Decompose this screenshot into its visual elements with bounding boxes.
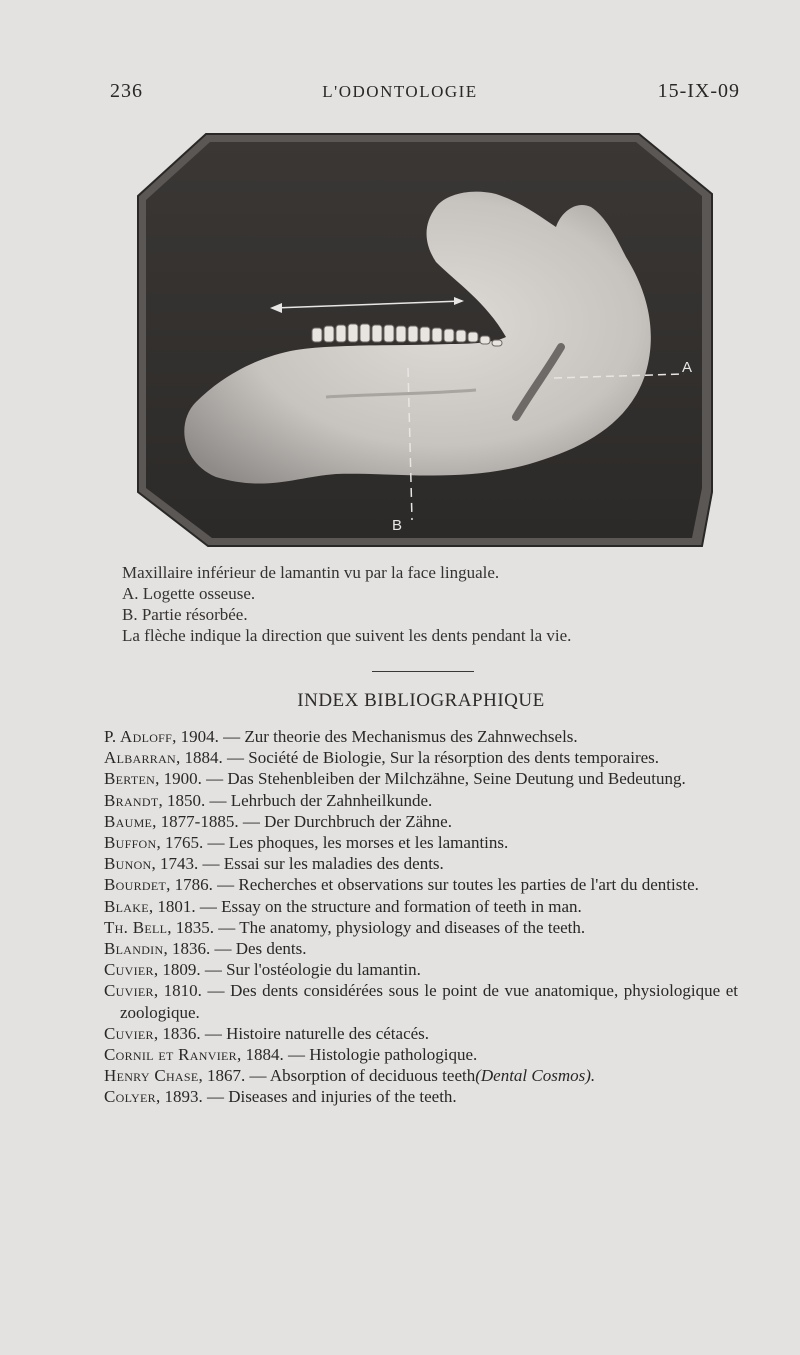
- entry-source: (Dental Cosmos).: [475, 1066, 596, 1086]
- entry-author: Cornil et Ranvier: [104, 1045, 237, 1065]
- entry-title: Essay on the structure and formation of teeth in man.: [221, 896, 582, 916]
- entry-year: 1884: [245, 1045, 280, 1065]
- entry-author: P. Adloff: [104, 727, 173, 746]
- caption-line: B. Partie résorbée.: [122, 605, 248, 624]
- bibliography-entry: Baume, 1877-1885. — Der Durchbruch der Zähne.: [104, 811, 452, 831]
- entry-year: 1900: [163, 769, 198, 789]
- bibliography-entry: Buffon, 1765. — Les phoques, les morses et les lamantins.: [104, 833, 509, 853]
- entry-year: 1836: [171, 939, 206, 959]
- entry-author: Th. Bell: [104, 917, 168, 937]
- bibliography-entry: Berten, 1900. — Das Stehenbleiben der Milchzähne, Seine Deutung und Bedeutung.: [104, 769, 686, 789]
- entry-title: Recherches et observations sur toutes les parties de l'art du dentiste.: [238, 875, 699, 895]
- entry-year: 1786: [174, 875, 209, 895]
- entry-year: 1904: [180, 727, 215, 746]
- bibliography-entry: Cuvier, 1810. — Des dents considérées sous le point de vue anatomique, physiologique et zoologique.: [104, 981, 739, 1022]
- issue-date: 15-IX-09: [657, 80, 740, 102]
- bibliography-entry: Cornil et Ranvier, 1884. — Histologie pathologique.: [104, 1045, 478, 1065]
- entry-author: Buffon: [104, 833, 157, 853]
- entry-year: 1810: [163, 981, 198, 1001]
- bibliography-entry: Blandin, 1836. — Des dents.: [104, 939, 307, 959]
- running-head: [0, 80, 800, 106]
- entry-title: Société de Biologie, Sur la résorption des dents temporaires.: [248, 748, 660, 768]
- figure-plate: [136, 132, 714, 550]
- entry-year: 1801: [157, 896, 192, 916]
- entry-author: Henry Chase: [104, 1066, 199, 1086]
- entry-title: Das Stehenbleiben der Milchzähne, Seine Deutung und Bedeutung.: [227, 769, 686, 789]
- bibliography-entry: Brandt, 1850. — Lehrbuch der Zahnheilkunde.: [104, 790, 433, 810]
- entry-year: 1743: [160, 854, 195, 874]
- entry-year: 1765: [165, 833, 199, 853]
- bibliography-entry: Henry Chase, 1867. — Absorption of deciduous teeth(Dental Cosmos).: [104, 1066, 596, 1086]
- bibliography-entry: Bourdet, 1786. — Recherches et observations sur toutes les parties de l'art du dentiste.: [104, 875, 699, 895]
- entry-title: Lehrbuch der Zahnheilkunde.: [230, 790, 433, 810]
- entry-year: 1867: [207, 1066, 242, 1086]
- figure-caption: [104, 562, 740, 646]
- entry-author: Colyer: [104, 1087, 156, 1107]
- entry-title: Diseases and injuries of the teeth.: [228, 1087, 457, 1107]
- entry-author: Baume: [104, 811, 153, 831]
- bibliography-list: [104, 726, 738, 1108]
- entry-author: Blake: [104, 896, 149, 916]
- entry-title: Zur theorie des Mechanismus des Zahnwechsels.: [244, 727, 578, 746]
- entry-year: 1893: [164, 1087, 199, 1107]
- entry-year: 1877-1885: [160, 811, 235, 831]
- entry-title: Histoire naturelle des cétacés.: [226, 1023, 430, 1043]
- entry-title: The anatomy, physiology and diseases of the teeth.: [239, 917, 586, 937]
- label-b: B: [392, 517, 403, 534]
- entry-title: Absorption of deciduous teeth: [269, 1066, 476, 1086]
- entry-author: Bunon: [104, 854, 152, 874]
- caption-line: Maxillaire inférieur de lamantin vu par la face linguale.: [122, 563, 500, 582]
- journal-title: L'ODONTOLOGIE: [322, 82, 478, 101]
- bibliography-entry: Cuvier, 1809. — Sur l'ostéologie du lamantin.: [104, 960, 421, 980]
- entry-title: Les phoques, les morses et les lamantins.: [228, 833, 509, 853]
- bibliography-entry: Colyer, 1893. — Diseases and injuries of the teeth.: [104, 1087, 457, 1107]
- section-divider: [372, 671, 474, 672]
- bibliography-entry: Albarran, 1884. — Société de Biologie, Sur la résorption des dents temporaires.: [104, 748, 660, 768]
- entry-author: Cuvier: [104, 960, 154, 980]
- entry-title: Histologie pathologique.: [309, 1045, 478, 1065]
- entry-title: Des dents.: [235, 939, 307, 959]
- caption-line: A. Logette osseuse.: [122, 584, 256, 603]
- bibliography-entry: Bunon, 1743. — Essai sur les maladies des dents.: [104, 854, 444, 874]
- entry-author: Albarran: [104, 748, 177, 768]
- section-title: INDEX BIBLIOGRAPHIQUE: [297, 690, 545, 711]
- entry-year: 1836: [162, 1023, 197, 1043]
- entry-author: Cuvier: [104, 1023, 154, 1043]
- bibliography-entry: Th. Bell, 1835. — The anatomy, physiology and diseases of the teeth.: [104, 917, 586, 937]
- page-number: 236: [110, 80, 143, 102]
- entry-title: Des dents considérées sous le point de vue anatomique, physiologique et zoologique.: [120, 981, 739, 1022]
- entry-author: Berten: [104, 769, 156, 789]
- label-a: A: [682, 359, 693, 376]
- bibliography-entry: Cuvier, 1836. — Histoire naturelle des cétacés.: [104, 1023, 430, 1043]
- entry-author: Brandt: [104, 790, 159, 810]
- entry-title: Der Durchbruch der Zähne.: [264, 811, 452, 831]
- entry-author: Cuvier: [104, 981, 154, 1001]
- entry-year: 1850: [166, 790, 201, 810]
- caption-line: La flèche indique la direction que suivent les dents pendant la vie.: [122, 626, 572, 645]
- entry-year: 1884: [184, 748, 219, 768]
- bibliography-entry: P. Adloff, 1904. — Zur theorie des Mechanismus des Zahnwechsels.: [104, 727, 578, 746]
- entry-author: Blandin: [104, 939, 164, 959]
- entry-author: Bourdet: [104, 875, 167, 895]
- entry-year: 1835: [175, 917, 210, 937]
- entry-title: Sur l'ostéologie du lamantin.: [226, 960, 421, 980]
- bibliography-entry: Blake, 1801. — Essay on the structure and formation of teeth in man.: [104, 896, 582, 916]
- entry-title: Essai sur les maladies des dents.: [223, 854, 444, 874]
- entry-year: 1809: [162, 960, 197, 980]
